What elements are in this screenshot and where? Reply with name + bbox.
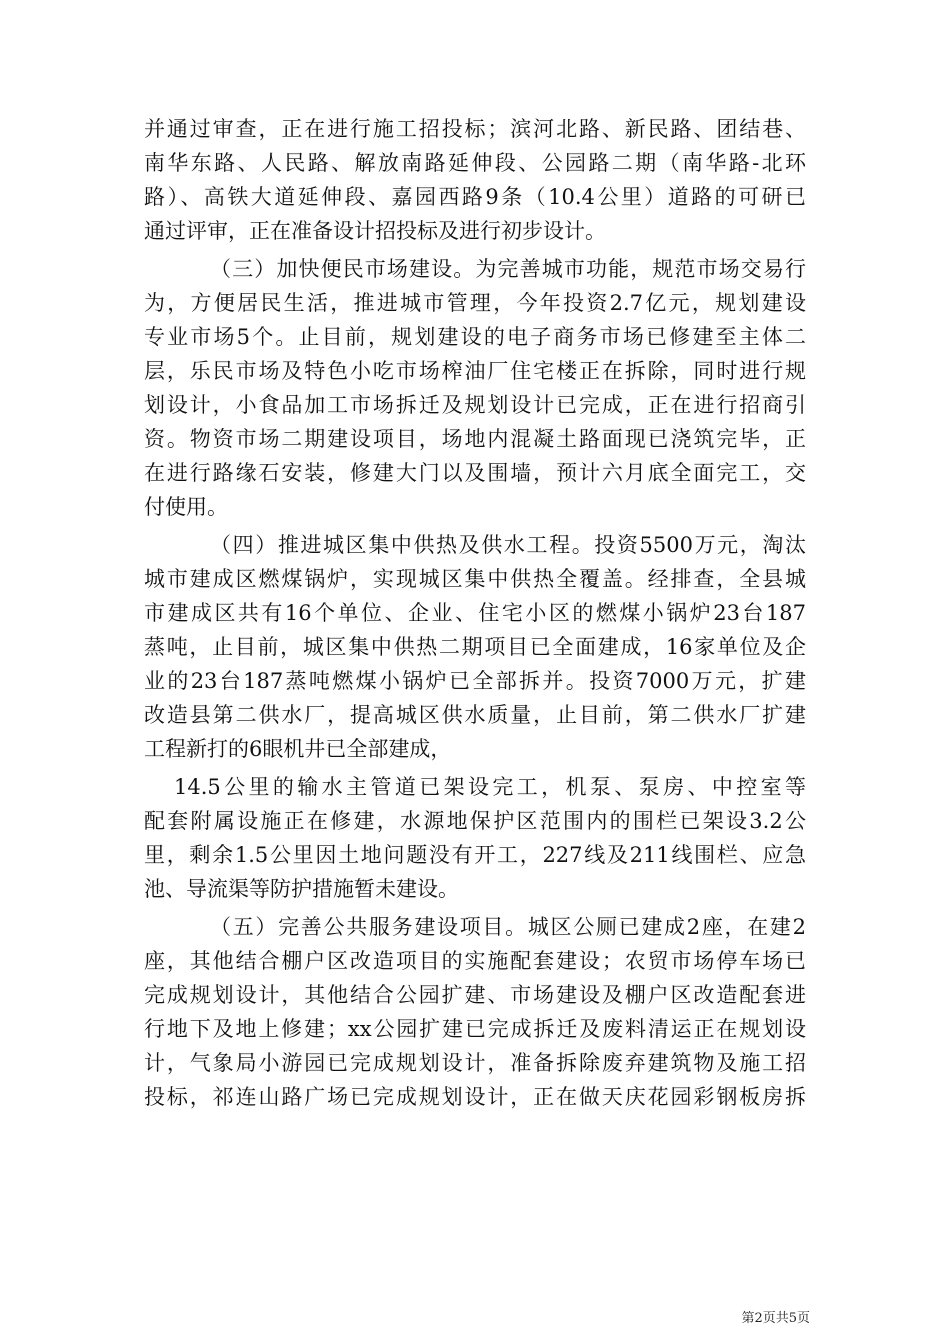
text-line: 在进行路缘石安装，修建大门以及围墙，预计六月底全面完工，交 bbox=[144, 461, 806, 485]
paragraph-heating-water bbox=[144, 528, 806, 766]
paragraph-market-construction bbox=[144, 252, 806, 524]
text-line: 付使用。 bbox=[144, 495, 228, 519]
text-line: 层，乐民市场及特色小吃市场榨油厂住宅楼正在拆除，同时进行规 bbox=[144, 359, 806, 383]
paragraph-public-services bbox=[144, 910, 806, 1114]
text-line: （五）完善公共服务建设项目。城区公厕已建成2座，在建2 bbox=[210, 915, 806, 939]
text-line: 配套附属设施正在修建，水源地保护区范围内的围栏已架设3.2公 bbox=[144, 809, 806, 833]
text-line: 14.5公里的输水主管道已架设完工，机泵、泵房、中控室等 bbox=[174, 775, 806, 799]
text-line: （四）推进城区集中供热及供水工程。投资5500万元，淘汰 bbox=[210, 533, 806, 557]
text-line: 业的23台187蒸吨燃煤小锅炉已全部拆并。投资7000万元，扩建 bbox=[144, 669, 806, 693]
text-line: 城市建成区燃煤锅炉，实现城区集中供热全覆盖。经排查，全县城 bbox=[144, 567, 806, 591]
page-number: 第2页共5页 bbox=[741, 1311, 810, 1326]
text-line: 资。物资市场二期建设项目，场地内混凝土路面现已浇筑完毕，正 bbox=[144, 427, 806, 451]
body-text bbox=[144, 112, 806, 1114]
text-line: 计，气象局小游园已完成规划设计，准备拆除废弃建筑物及施工招 bbox=[144, 1051, 806, 1075]
text-line: 市建成区共有16个单位、企业、住宅小区的燃煤小锅炉23台187 bbox=[144, 601, 806, 625]
text-line: 改造县第二供水厂，提高城区供水质量，止目前，第二供水厂扩建 bbox=[144, 703, 806, 727]
text-line: 并通过审查，正在进行施工招投标；滨河北路、新民路、团结巷、 bbox=[144, 117, 806, 141]
text-line: 蒸吨，止目前，城区集中供热二期项目已全面建成，16家单位及企 bbox=[144, 635, 806, 659]
paragraph-pipeline bbox=[144, 770, 806, 906]
text-line: 划设计，小食品加工市场拆迁及规划设计已完成，正在进行招商引 bbox=[144, 393, 806, 417]
text-line: 行地下及地上修建；xx公园扩建已完成拆迁及废料清运正在规划设 bbox=[144, 1017, 806, 1041]
text-line: 座，其他结合棚户区改造项目的实施配套建设；农贸市场停车场已 bbox=[144, 949, 806, 973]
text-line: 为，方便居民生活，推进城市管理，今年投资2.7亿元，规划建设 bbox=[144, 291, 806, 315]
text-line: 投标，祁连山路广场已完成规划设计，正在做天庆花园彩钢板房拆 bbox=[144, 1085, 806, 1109]
text-line: 工程新打的6眼机井已全部建成， bbox=[144, 737, 452, 761]
text-line: （三）加快便民市场建设。为完善城市功能，规范市场交易行 bbox=[210, 257, 806, 281]
text-line: 完成规划设计，其他结合公园扩建、市场建设及棚户区改造配套进 bbox=[144, 983, 806, 1007]
text-line: 南华东路、人民路、解放南路延伸段、公园路二期（南华路-北环 bbox=[144, 151, 806, 175]
text-line: 通过评审，正在准备设计招投标及进行初步设计。 bbox=[144, 219, 606, 243]
text-line: 里，剩余1.5公里因土地问题没有开工，227线及211线围栏、应急 bbox=[144, 843, 806, 867]
text-line: 池、导流渠等防护措施暂未建设。 bbox=[144, 877, 459, 901]
text-line: 专业市场5个。止目前，规划建设的电子商务市场已修建至主体二 bbox=[144, 325, 806, 349]
paragraph-continuation-roads bbox=[144, 112, 806, 248]
text-line: 路）、高铁大道延伸段、嘉园西路9条（10.4公里）道路的可研已 bbox=[144, 185, 806, 209]
